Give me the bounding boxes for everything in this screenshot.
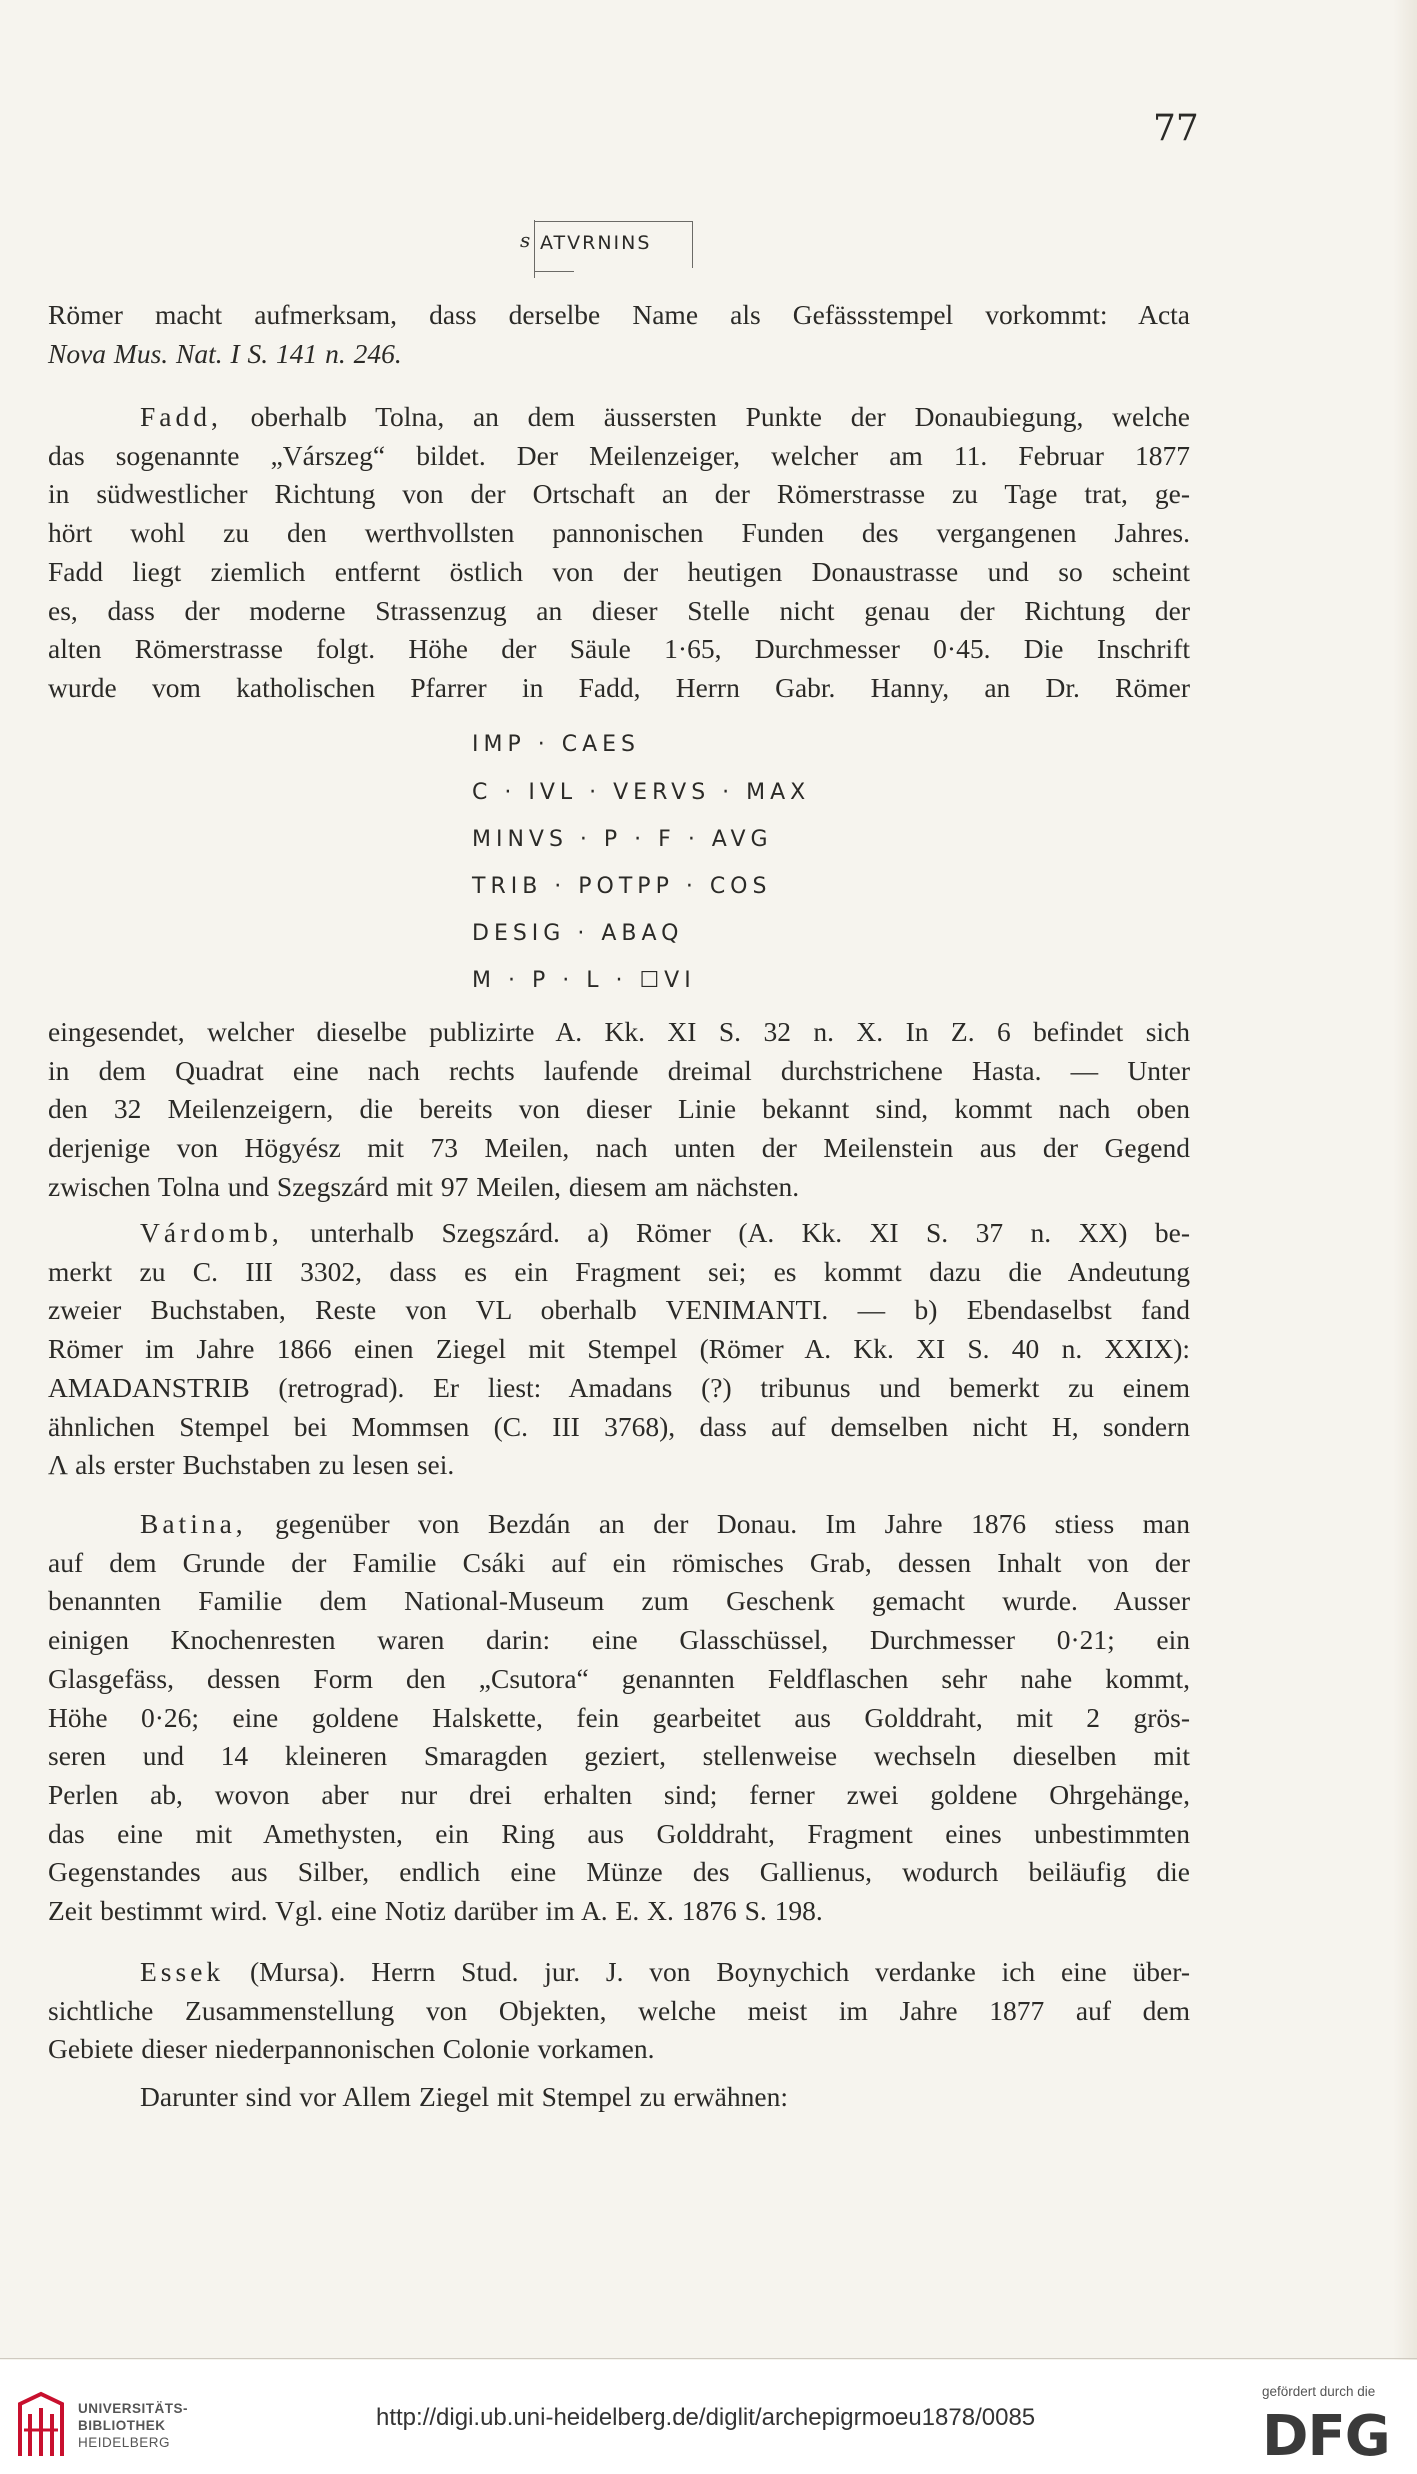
text-line: zweier Buchstaben, Reste von VL oberhalb VENIMANTI. — b) Ebendaselbst fand bbox=[48, 1294, 1190, 1326]
text-span: (Mursa). Herrn Stud. jur. J. von Boynychich verdanke ich eine über- bbox=[249, 1956, 1191, 1987]
text-line: den 32 Meilenzeigern, die bereits von dieser Linie bekannt sind, kommt nach oben bbox=[48, 1093, 1190, 1125]
text-line: Darunter sind vor Allem Ziegel mit Stempel zu erwähnen: bbox=[140, 2081, 788, 2112]
text-line: Λ als erster Buchstaben zu lesen sei. bbox=[48, 1449, 455, 1481]
stamp-rule bbox=[534, 271, 574, 272]
inscription-line: IMP · CAES bbox=[472, 732, 640, 757]
text-line: benannten Familie dem National-Museum zum Geschenk gemacht wurde. Ausser bbox=[48, 1585, 1190, 1617]
text-line: das eine mit Amethysten, ein Ring aus Golddraht, Fragment eines unbestimmten bbox=[48, 1817, 1190, 1849]
paragraph-1 bbox=[48, 296, 1190, 373]
stamp-cartouche bbox=[520, 221, 693, 268]
library-name-line: HEIDELBERG bbox=[78, 2435, 171, 2450]
text-line: auf dem Grunde der Familie Csáki auf ein römisches Grab, dessen Inhalt von der bbox=[48, 1546, 1190, 1578]
footer-bar bbox=[0, 2360, 1417, 2474]
text-line bbox=[48, 1953, 1190, 1992]
text-line: ähnlichen Stempel bei Mommsen (C. III 3768), dass auf demselben nicht H, sondern bbox=[48, 1410, 1190, 1442]
footer-divider bbox=[0, 2358, 1417, 2359]
page-number: 77 bbox=[1153, 108, 1199, 149]
text-line: Fadd liegt ziemlich entfernt östlich von der heutigen Donaustrasse und so scheint bbox=[48, 555, 1190, 587]
place-name: Várdomb, bbox=[140, 1217, 283, 1248]
text-line bbox=[48, 1214, 1190, 1253]
place-name: Fadd, bbox=[140, 401, 222, 432]
inscription-line: C · IVL · VERVS · MAX bbox=[472, 780, 811, 805]
library-name-line: UNIVERSITÄTS- bbox=[78, 2401, 189, 2416]
text-line: alten Römerstrasse folgt. Höhe der Säule 1·65, Durchmesser 0·45. Die Inschrift bbox=[48, 633, 1190, 665]
text-line: Höhe 0·26; eine goldene Halskette, fein gearbeitet aus Golddraht, mit 2 grös- bbox=[48, 1701, 1190, 1733]
text-span: gegenüber von Bezdán an der Donau. Im Jahre 1876 stiess man bbox=[275, 1508, 1190, 1539]
page-edge-shadow bbox=[1393, 0, 1417, 2360]
text-line: hört wohl zu den werthvollsten pannonischen Funden des vergangenen Jahres. bbox=[48, 517, 1190, 549]
text-line bbox=[48, 398, 1190, 437]
paragraph-5 bbox=[48, 1505, 1190, 1931]
text-line: Römer macht aufmerksam, dass derselbe Name als Gefässstempel vorkommt: Acta bbox=[48, 299, 1190, 330]
text-line: in südwestlicher Richtung von der Ortschaft an der Römerstrasse zu Tage trat, ge- bbox=[48, 478, 1190, 510]
text-line: Gegenstandes aus Silber, endlich eine Münze des Gallienus, wodurch beiläufig die bbox=[48, 1856, 1190, 1888]
text-line: einigen Knochenresten waren darin: eine Glasschüssel, Durchmesser 0·21; ein bbox=[48, 1624, 1190, 1656]
text-line: zwischen Tolna und Szegszárd mit 97 Meilen, diesem am nächsten. bbox=[48, 1170, 800, 1202]
text-line: es, dass der moderne Strassenzug an dieser Stelle nicht genau der Richtung der bbox=[48, 594, 1190, 626]
paragraph-4 bbox=[48, 1214, 1190, 1485]
text-line: Gebiete dieser niederpannonischen Colonie vorkamen. bbox=[48, 2033, 655, 2065]
text-line: in dem Quadrat eine nach rechts laufende dreimal durchstrichene Hasta. — Unter bbox=[48, 1054, 1190, 1086]
stamp-text: ATVRNINS bbox=[540, 232, 652, 254]
text-line: seren und 14 kleineren Smaragden geziert, stellenweise wechseln dieselben mit bbox=[48, 1740, 1190, 1772]
library-name-line: BIBLIOTHEK bbox=[78, 2418, 166, 2433]
paragraph-7 bbox=[48, 2078, 1190, 2117]
text-span: oberhalb Tolna, an dem äussersten Punkte der Donaubiegung, welche bbox=[250, 401, 1191, 432]
text-line: Perlen ab, wovon aber nur drei erhalten sind; ferner zwei goldene Ohrgehänge, bbox=[48, 1778, 1190, 1810]
text-line: Glasgefäss, dessen Form den „Csutora“ genannten Feldflaschen sehr nahe kommt, bbox=[48, 1662, 1190, 1694]
text-line: derjenige von Högyész mit 73 Meilen, nach unten der Meilenstein aus der Gegend bbox=[48, 1132, 1190, 1164]
stamp-prefix: s bbox=[520, 228, 531, 252]
text-line bbox=[48, 1505, 1190, 1544]
paragraph-6 bbox=[48, 1953, 1190, 2069]
source-url-link[interactable]: http://digi.ub.uni-heidelberg.de/diglit/archepigrmoeu1878/0085 bbox=[376, 2404, 1036, 2431]
funder-caption: gefördert durch die bbox=[1262, 2384, 1376, 2399]
text-span: unterhalb Szegszárd. a) Römer (A. Kk. XI S. 37 n. XX) be- bbox=[310, 1217, 1191, 1248]
stamp-bracket bbox=[534, 220, 537, 278]
place-name: Essek bbox=[140, 1956, 225, 1987]
inscription-line: MINVS · P · F · AVG bbox=[472, 827, 773, 852]
text-line: merkt zu C. III 3302, dass es ein Fragment sei; es kommt dazu die Andeutung bbox=[48, 1255, 1190, 1287]
place-name: Batina, bbox=[140, 1508, 247, 1539]
text-line: eingesendet, welcher dieselbe publizirte A. Kk. XI S. 32 n. X. In Z. 6 befindet sich bbox=[48, 1016, 1190, 1047]
text-line: sichtliche Zusammenstellung von Objekten, welche meist im Jahre 1877 auf dem bbox=[48, 1994, 1190, 2026]
university-library-logo-icon bbox=[14, 2390, 68, 2460]
paragraph-2 bbox=[48, 398, 1190, 708]
dfg-logo: DFG bbox=[1262, 2404, 1390, 2469]
text-line: das sogenannte „Várszeg“ bildet. Der Meilenzeiger, welcher am 11. Februar 1877 bbox=[48, 439, 1190, 471]
paragraph-3 bbox=[48, 1013, 1190, 1207]
text-line: Zeit bestimmt wird. Vgl. eine Notiz darüber im A. E. X. 1876 S. 198. bbox=[48, 1895, 823, 1927]
inscription-line: DESIG · ABAQ bbox=[472, 921, 684, 946]
text-line: wurde vom katholischen Pfarrer in Fadd, Herrn Gabr. Hanny, an Dr. Römer bbox=[48, 671, 1190, 703]
text-line: Römer im Jahre 1866 einen Ziegel mit Stempel (Römer A. Kk. XI S. 40 n. XXIX): bbox=[48, 1333, 1190, 1365]
text-line: Nova Mus. Nat. I S. 141 n. 246. bbox=[48, 337, 402, 369]
inscription-line: TRIB · POTPP · COS bbox=[472, 874, 772, 899]
text-line: AMADANSTRIB (retrograd). Er liest: Amadans (?) tribunus und bemerkt zu einem bbox=[48, 1371, 1190, 1403]
inscription-line: M · P · L · ☐VI bbox=[472, 968, 696, 993]
library-name bbox=[78, 2400, 188, 2451]
